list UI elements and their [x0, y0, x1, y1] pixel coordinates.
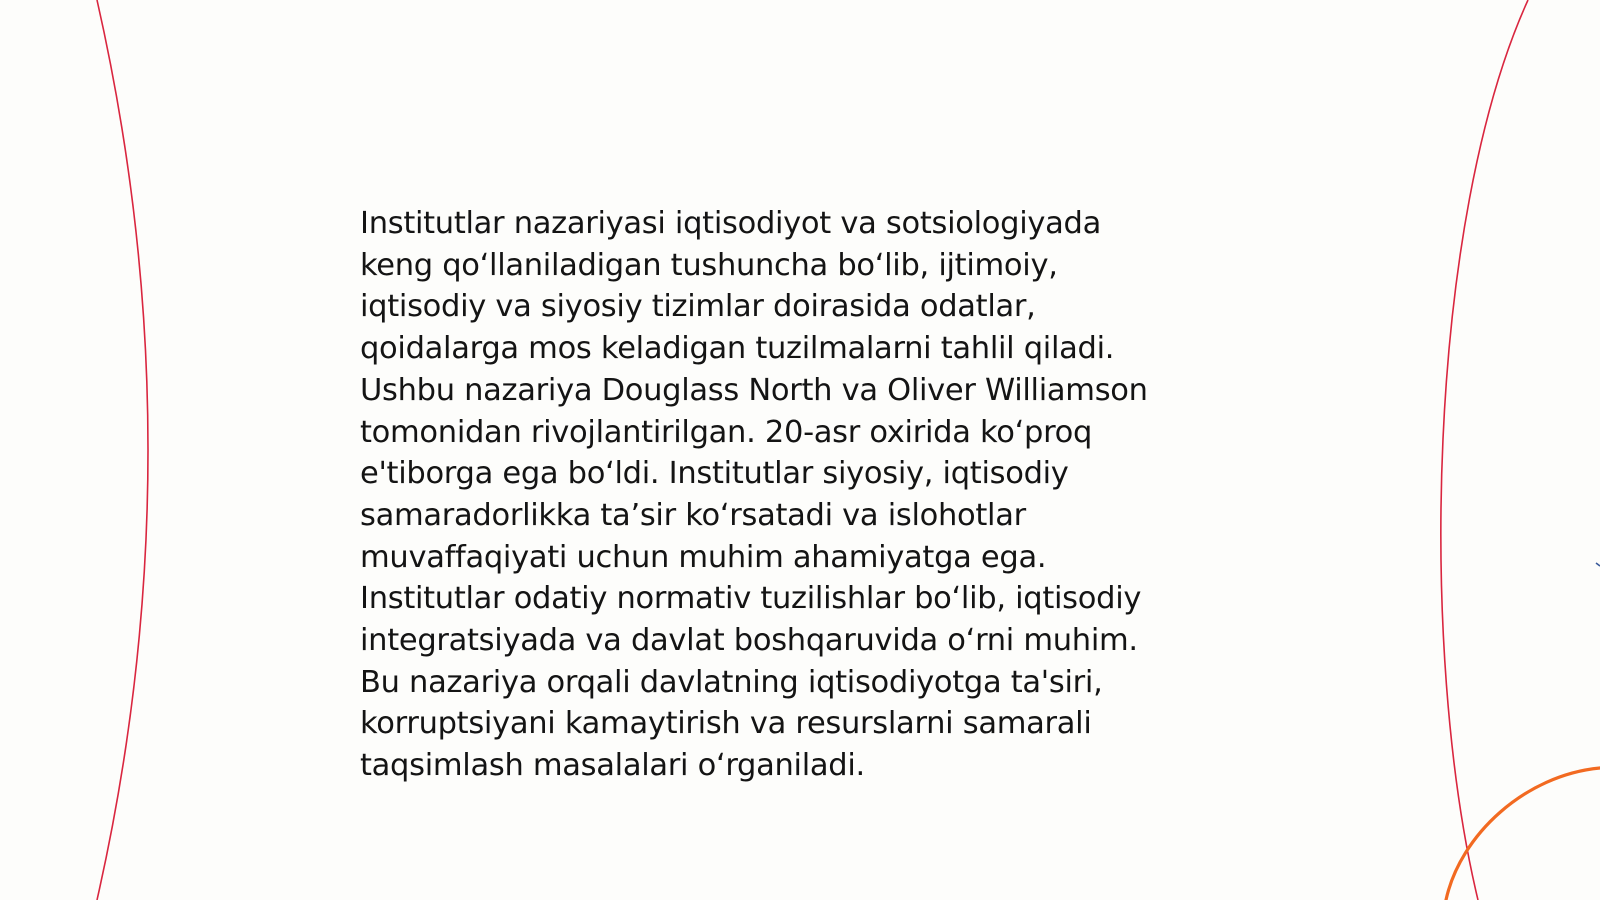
- paragraph-line: Institutlar odatiy normativ tuzilishlar bo‘lib, iqtisodiy: [360, 581, 1142, 617]
- left-thin-arc: [97, 0, 148, 900]
- paragraph-line: iqtisodiy va siyosiy tizimlar doirasida odatlar,: [360, 289, 1036, 325]
- paragraph-line: taqsimlash masalalari o‘rganiladi.: [360, 748, 865, 784]
- right-thin-arc: [1441, 0, 1528, 900]
- paragraph-line: muvaffaqiyati uchun muhim ahamiyatga ega.: [360, 539, 1047, 575]
- edge-tick-mark: [1596, 563, 1600, 566]
- paragraph-line: tomonidan rivojlantirilgan. 20-asr oxirida ko‘proq: [360, 414, 1093, 450]
- paragraph-line: qoidalarga mos keladigan tuzilmalarni tahlil qiladi.: [360, 331, 1115, 367]
- paragraph-line: korruptsiyani kamaytirish va resurslarni samarali: [360, 706, 1092, 742]
- paragraph-line: Institutlar nazariyasi iqtisodiyot va sotsiologiyada: [360, 206, 1101, 241]
- paragraph-line: integratsiyada va davlat boshqaruvida o‘rni muhim.: [360, 623, 1138, 659]
- paragraph-line: Ushbu nazariya Douglass North va Oliver Williamson: [360, 372, 1148, 408]
- paragraph-line: e'tiborga ega bo‘ldi. Institutlar siyosiy, iqtisodiy: [360, 456, 1069, 492]
- paragraph-line: keng qo‘llaniladigan tushuncha bo‘lib, ijtimoiy,: [360, 247, 1058, 283]
- paragraph-line: Bu nazariya orqali davlatning iqtisodiyotga ta'siri,: [360, 664, 1103, 700]
- body-paragraph: [360, 203, 1260, 787]
- accent-arc: [1446, 768, 1600, 900]
- paragraph-line: samaradorlikka ta’sir ko‘rsatadi va islohotlar: [360, 497, 1026, 533]
